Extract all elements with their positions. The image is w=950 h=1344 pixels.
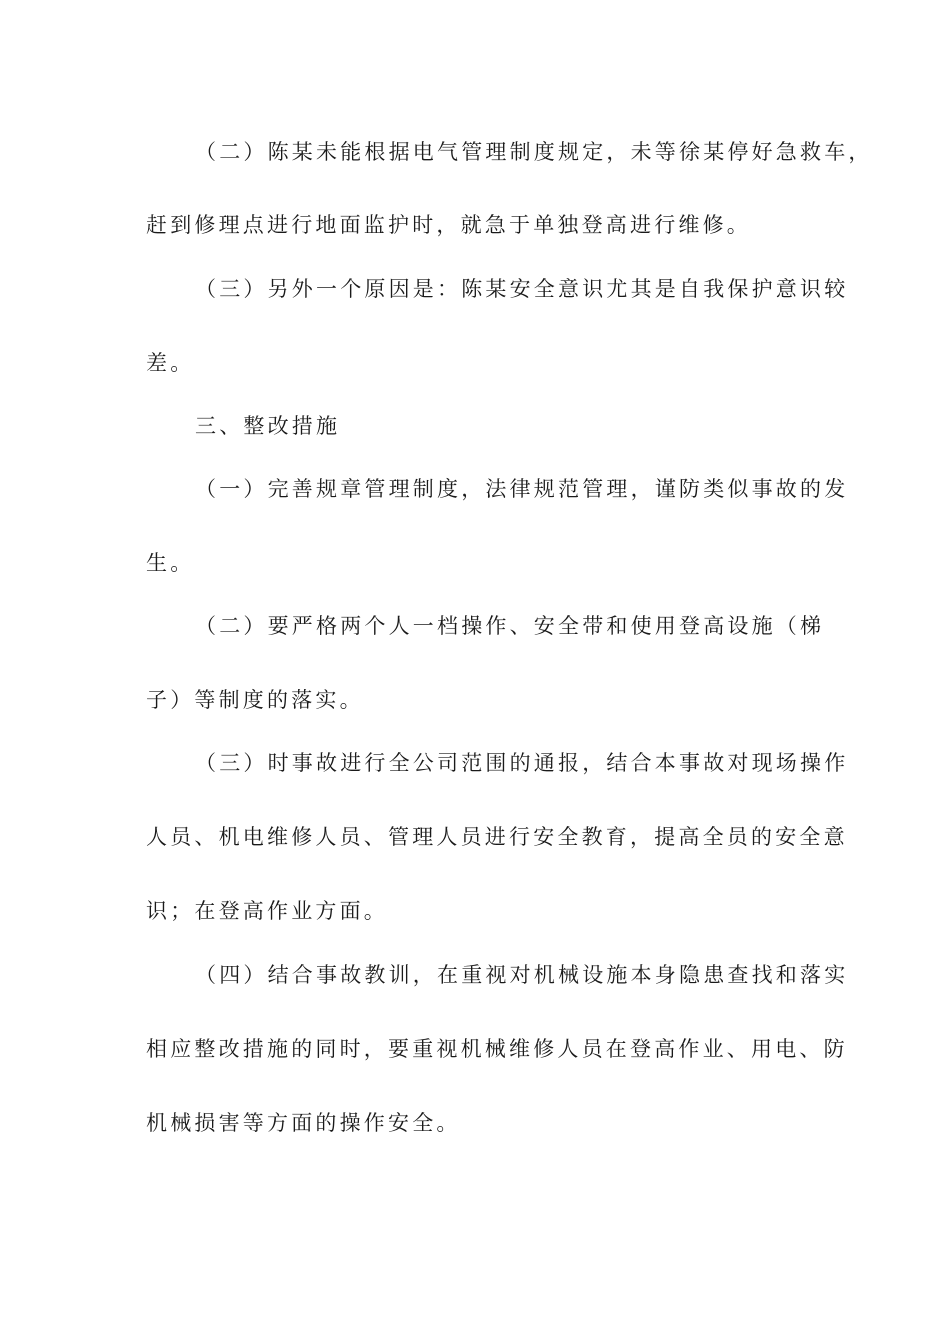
section-heading: 三、整改措施 (195, 414, 341, 438)
paragraph-line: 识；在登高作业方面。 (146, 899, 388, 923)
paragraph-line: （二）要严格两个人一档操作、安全带和使用登高设施（梯 (195, 614, 825, 638)
paragraph-line: 机械损害等方面的操作安全。 (146, 1111, 461, 1135)
paragraph-line: （一）完善规章管理制度，法律规范管理，谨防类似事故的发 (195, 477, 849, 501)
paragraph-line: （三）时事故进行全公司范围的通报，结合本事故对现场操作 (195, 751, 849, 775)
paragraph-line: （二）陈某未能根据电气管理制度规定，未等徐某停好急救车， (195, 140, 873, 164)
paragraph-line: 人员、机电维修人员、管理人员进行安全教育，提高全员的安全意 (146, 825, 848, 849)
paragraph-line: 相应整改措施的同时，要重视机械维修人员在登高作业、用电、防 (146, 1037, 848, 1061)
paragraph-line: 子）等制度的落实。 (146, 688, 364, 712)
paragraph-line: 差。 (146, 351, 195, 375)
paragraph-line: 赶到修理点进行地面监护时，就急于单独登高进行维修。 (146, 213, 751, 237)
paragraph-line: （三）另外一个原因是：陈某安全意识尤其是自我保护意识较 (195, 277, 849, 301)
paragraph-line: 生。 (146, 551, 195, 575)
paragraph-line: （四）结合事故教训，在重视对机械设施本身隐患查找和落实 (195, 963, 849, 987)
